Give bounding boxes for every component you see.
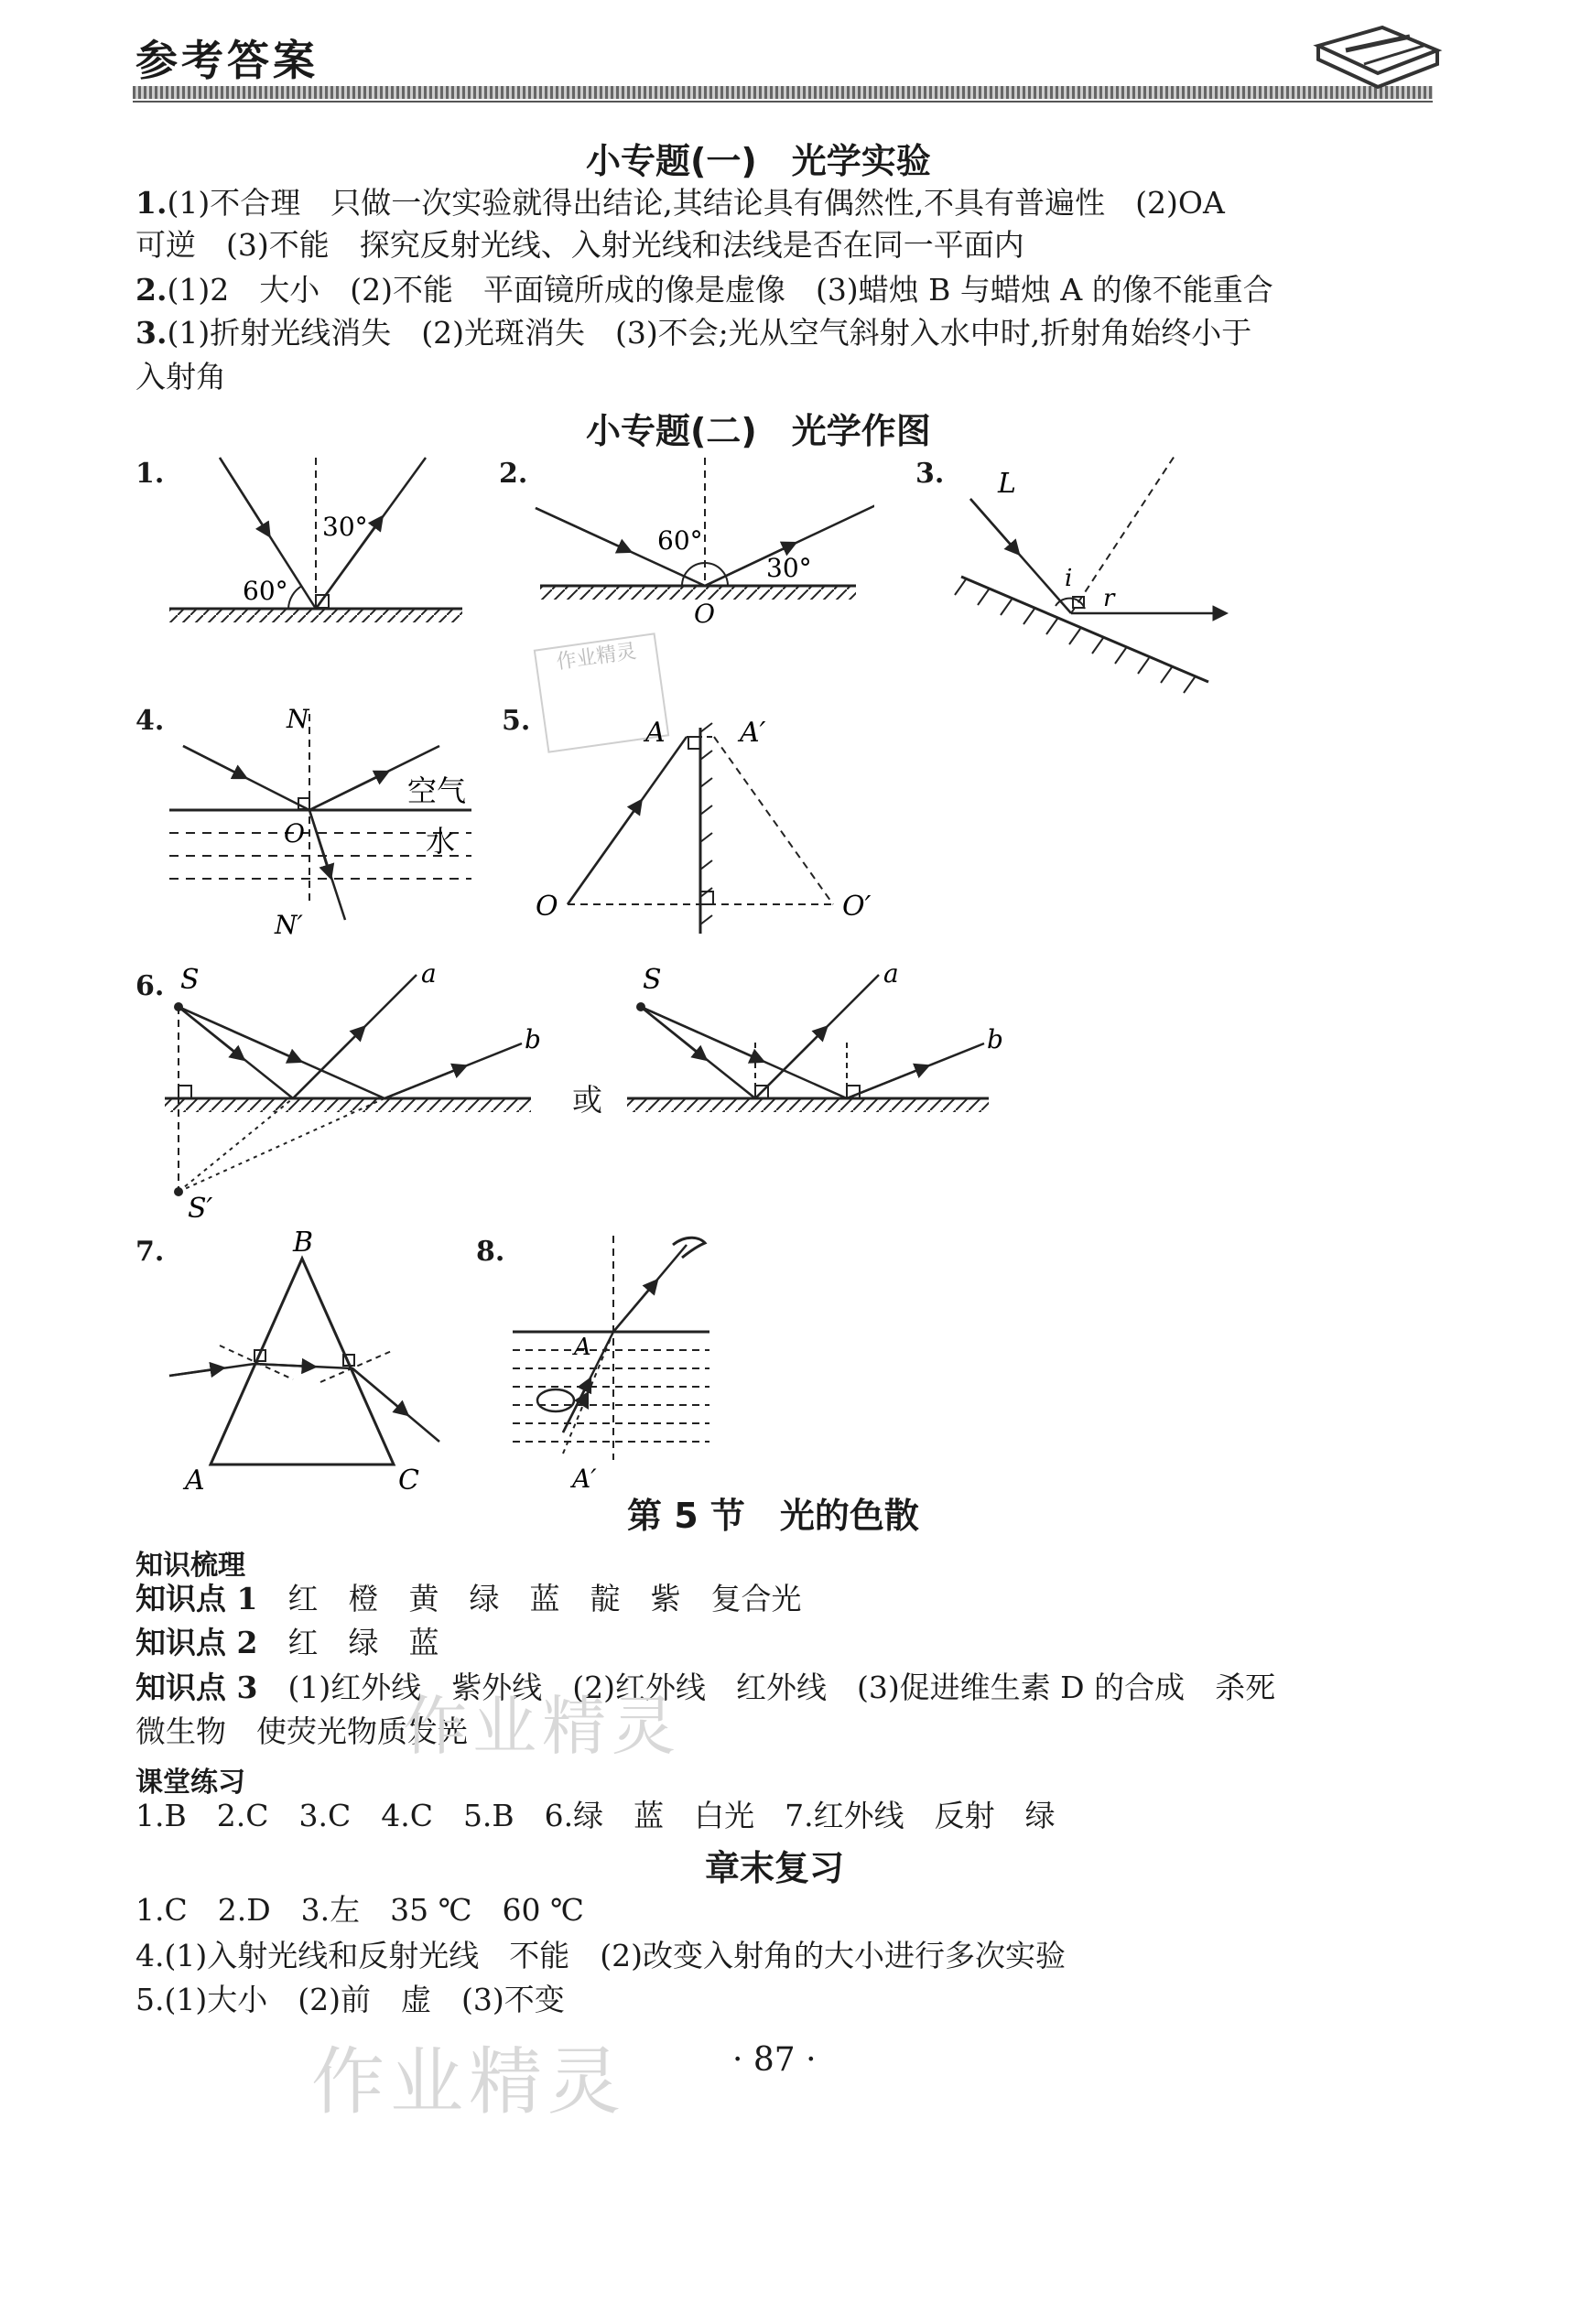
figure-2 — [526, 449, 874, 641]
figure-6-left — [160, 957, 545, 1222]
fig6r-b: b — [987, 1024, 1003, 1054]
fig6-b: b — [525, 1024, 541, 1054]
stamp-watermark: 作业精灵 — [534, 632, 670, 753]
s1-line1: 1.(1)不合理 只做一次实验就得出结论,其结论具有偶然性,不具有普遍性 (2)OA — [135, 185, 1225, 221]
figure-5 — [531, 705, 897, 952]
fig-num-2: 2. — [499, 458, 528, 490]
fig5-a-prime: A′ — [740, 717, 766, 749]
figure-6-right — [623, 957, 1007, 1130]
fig-num-1: 1. — [135, 458, 165, 490]
fig2-angle-b: 30° — [766, 553, 812, 583]
s1-line5: 入射角 — [135, 359, 226, 395]
review-line3: 5.(1)大小 (2)前 虚 (3)不变 — [135, 1982, 565, 2017]
fig6r-a: a — [883, 958, 899, 989]
s1-line4: 3.(1)折射光线消失 (2)光斑消失 (3)不会;光从空气斜射入水中时,折射角始终小于 — [135, 315, 1252, 351]
fig4-water-label: 水 — [426, 824, 456, 859]
fig3-ray-l: L — [998, 468, 1016, 500]
section1-title: 小专题(一) 光学实验 — [586, 141, 931, 181]
s1-line2: 可逆 (3)不能 探究反射光线、入射光线和法线是否在同一平面内 — [135, 227, 1024, 263]
fig3-angle-r: r — [1103, 585, 1115, 612]
fig4-air-label: 空气 — [407, 773, 467, 808]
watermark-text: 作业精灵 — [403, 1689, 681, 1764]
figure-8 — [508, 1227, 737, 1501]
practice-answers: 1.B 2.C 3.C 4.C 5.B 6.绿 蓝 白光 7.红外线 反射 绿 — [135, 1798, 1056, 1833]
fig8-a: A — [574, 1334, 591, 1361]
fig-num-6: 6. — [135, 970, 165, 1002]
s1-line3: 2.(1)2 大小 (2)不能 平面镜所成的像是虚像 (3)蜡烛 B 与蜡烛 A 的像不能重合 — [135, 272, 1273, 308]
fig4-point-o: O — [284, 818, 305, 849]
section2-title: 小专题(二) 光学作图 — [586, 411, 931, 451]
figure-3 — [948, 449, 1240, 705]
review-line1: 1.C 2.D 3.左 35 ℃ 60 ℃ — [135, 1892, 584, 1928]
fig3-angle-i: i — [1065, 565, 1073, 592]
fig2-point-o: O — [694, 599, 715, 629]
book-pen-icon — [1309, 9, 1446, 92]
fig-num-8: 8. — [476, 1236, 505, 1268]
figure-7 — [165, 1222, 467, 1497]
figure-4 — [165, 696, 494, 943]
kp3-row: 知识点 3 (1)红外线 紫外线 (2)红外线 红外线 (3)促进维生素 D 的合成 杀死 — [135, 1670, 1276, 1705]
fig4-normal-n: N — [287, 704, 309, 734]
fig5-o: O — [536, 891, 558, 923]
review-line2: 4.(1)入射光线和反射光线 不能 (2)改变入射角的大小进行多次实验 — [135, 1938, 1066, 1973]
kp3-row-2: 微生物 使荧光物质发光 — [135, 1713, 468, 1749]
fig8-a-prime: A′ — [572, 1464, 597, 1494]
fig4-normal-n-prime: N′ — [275, 910, 303, 940]
figure-1 — [165, 449, 476, 641]
fig-num-5: 5. — [502, 705, 531, 737]
header-rule — [133, 86, 1433, 99]
section4-title: 章末复习 — [705, 1848, 845, 1888]
fig7-c: C — [398, 1465, 419, 1497]
fig-num-3: 3. — [915, 458, 945, 490]
kp2-row: 知识点 2 红 绿 蓝 — [135, 1625, 439, 1660]
class-practice-heading: 课堂练习 — [135, 1767, 245, 1799]
fig1-angle-a: 60° — [243, 576, 288, 606]
fig6-s: S — [180, 964, 200, 996]
fig6r-s: S — [643, 964, 662, 996]
fig1-angle-b: 30° — [322, 512, 368, 542]
watermark-text-2: 作业精灵 — [311, 2039, 626, 2124]
knowledge-summary-heading: 知识梳理 — [135, 1550, 245, 1582]
fig5-a: A — [645, 717, 666, 749]
fig5-o-prime: O′ — [842, 891, 872, 923]
header-rule-line — [133, 101, 1433, 103]
fig6-s-prime: S′ — [188, 1193, 213, 1222]
fig6-or: 或 — [572, 1082, 602, 1118]
fig-num-4: 4. — [135, 705, 165, 737]
fig6-a: a — [421, 958, 437, 989]
fig7-a: A — [185, 1465, 205, 1497]
fig2-angle-a: 60° — [657, 525, 703, 556]
header-title: 参考答案 — [135, 36, 319, 85]
fig7-b: B — [293, 1227, 314, 1259]
kp1-row: 知识点 1 红 橙 黄 绿 蓝 靛 紫 复合光 — [135, 1581, 802, 1616]
fig-num-7: 7. — [135, 1236, 165, 1268]
section3-title: 第 5 节 光的色散 — [627, 1496, 919, 1536]
page-number: · 87 · — [732, 2041, 817, 2079]
